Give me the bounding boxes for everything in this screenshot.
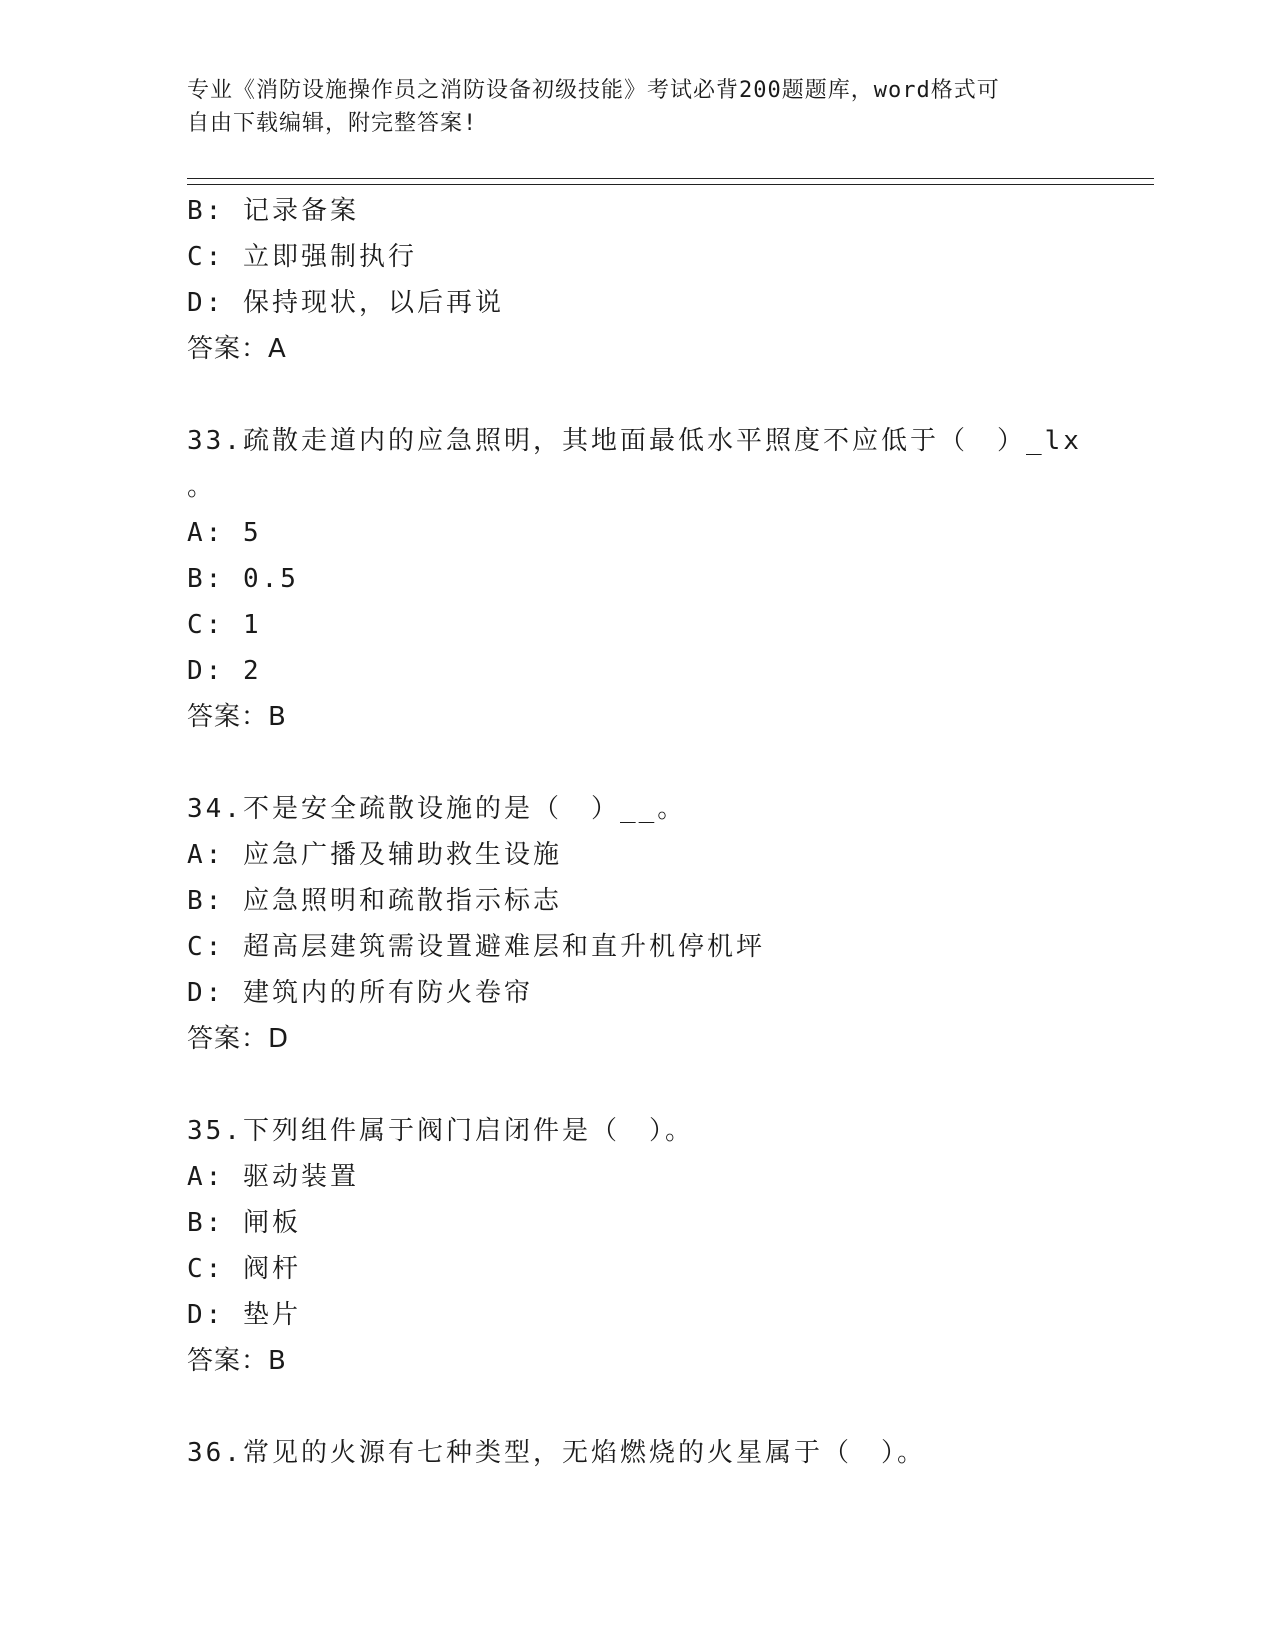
option-c: C: 阀杆 (187, 1254, 301, 1284)
option-d: D: 建筑内的所有防火卷帘 (187, 978, 533, 1008)
option-a: A: 驱动装置 (187, 1162, 359, 1192)
question-34 (187, 786, 1087, 1062)
question-list (187, 188, 1087, 1476)
answer: 答案：B (187, 1346, 287, 1376)
question-35 (187, 1108, 1087, 1384)
question-stem: 34.不是安全疏散设施的是（ ）__。 (187, 794, 687, 824)
option-a: A: 应急广播及辅助救生设施 (187, 840, 562, 870)
option-b: B: 0.5 (187, 564, 299, 594)
answer: 答案：B (187, 702, 287, 732)
option-a: A: 5 (187, 518, 262, 548)
header-divider (187, 178, 1154, 185)
option-c: C: 超高层建筑需设置避难层和直升机停机坪 (187, 932, 765, 962)
option-d: D: 保持现状，以后再说 (187, 288, 504, 318)
option-d: D: 2 (187, 656, 262, 686)
document-header (187, 74, 1067, 140)
option-c: C: 1 (187, 610, 262, 640)
question-stem-continued: 。 (187, 472, 217, 502)
header-line-1: 专业《消防设施操作员之消防设备初级技能》考试必背200题题库，word格式可 (187, 78, 1000, 103)
option-c: C: 立即强制执行 (187, 242, 417, 272)
header-line-2: 自由下载编辑，附完整答案! (187, 111, 478, 136)
option-d: D: 垫片 (187, 1300, 301, 1330)
question-stem: 35.下列组件属于阀门启闭件是（ ）。 (187, 1116, 694, 1146)
question-32 (187, 188, 1087, 372)
question-stem: 33.疏散走道内的应急照明，其地面最低水平照度不应低于（ ）_lx (187, 426, 1082, 456)
answer: 答案：A (187, 334, 287, 364)
answer: 答案：D (187, 1024, 290, 1054)
question-33 (187, 418, 1087, 740)
question-36 (187, 1430, 1087, 1476)
option-b: B: 应急照明和疏散指示标志 (187, 886, 562, 916)
option-b: B: 闸板 (187, 1208, 301, 1238)
option-b: B: 记录备案 (187, 196, 359, 226)
question-stem: 36.常见的火源有七种类型，无焰燃烧的火星属于（ ）。 (187, 1438, 926, 1468)
